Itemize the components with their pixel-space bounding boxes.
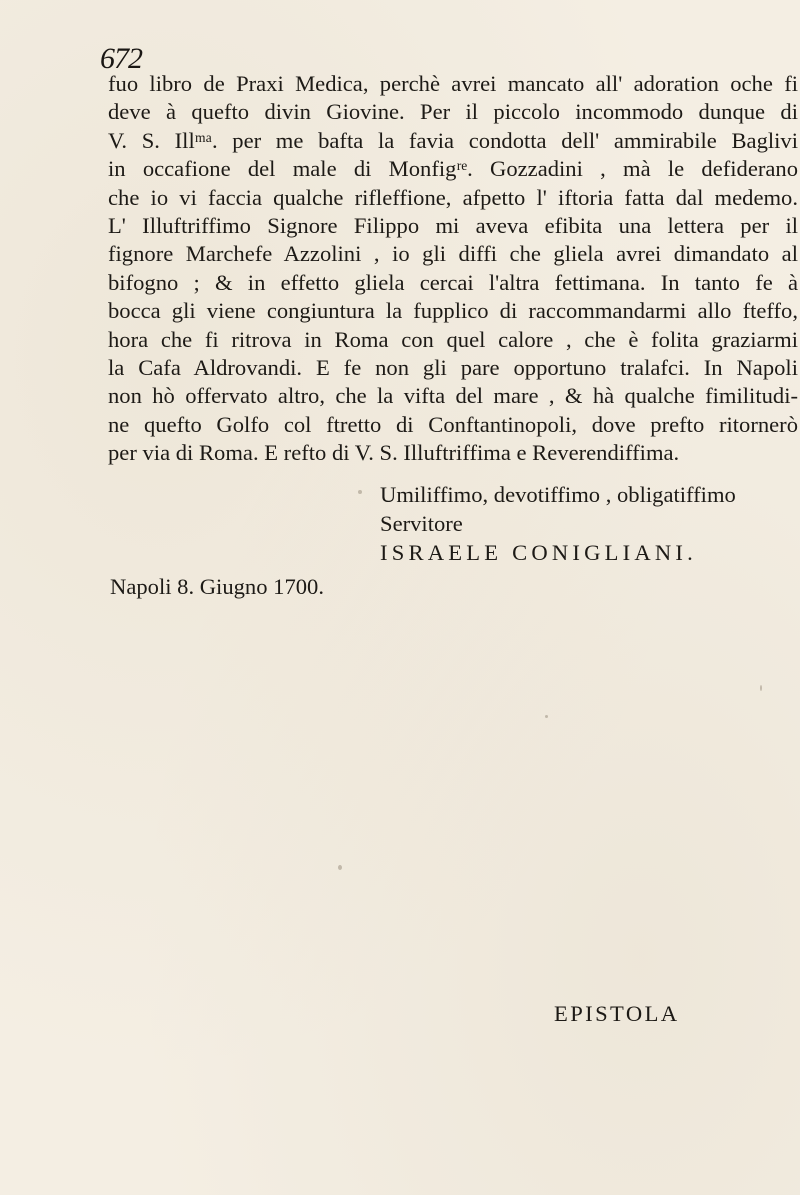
body-line-7: fignore Marchefe Azzolini , io gli diffi che gliela avrei dimandato al [108,241,798,267]
body-line-11: la Cafa Aldrovandi. E fe non gli pare opportuno tralafci. In Napoli [108,355,798,381]
body-line-13: ne quefto Golfo col ftretto di Conftantinopoli, dove prefto ritornerò [108,411,798,437]
letter-body [108,70,798,468]
paper-speck [358,490,362,494]
body-line-10: hora che fi ritrova in Roma con quel calore , che è folita graziarmi [108,326,798,352]
closing-salutation: Umiliffimo, devotiffimo , obligatiffimo [380,482,736,507]
signature: ISRAELE CONIGLIANI. [380,540,698,565]
body-line-4: in occafione del male di Monfigʳᵉ. Gozzadini , mà le defiderano [108,156,798,182]
paper-speck [338,865,342,870]
body-line-2: deve à quefto divin Giovine. Per il piccolo incommodo dunque di [108,99,798,125]
body-line-6: L' Illuftriffimo Signore Filippo mi aveva efibita una lettera per il [108,213,798,239]
dateline: Napoli 8. Giugno 1700. [110,574,325,599]
body-line-5: che io vi faccia qualche rifleffione, afpetto l' iftoria fatta dal medemo. [108,184,798,210]
body-line-12: non hò offervato altro, che la vifta del mare , & hà qualche fimilitudi- [108,383,798,409]
paper-speck [760,685,762,691]
body-line-3: V. S. Illᵐᵃ. per me bafta la favia condotta dell' ammirabile Baglivi [108,127,798,153]
body-line-9: bocca gli viene congiuntura la fupplico di raccommandarmi allo fteffo, [108,298,798,324]
body-line-8: bifogno ; & in effetto gliela cercai l'altra fettimana. In tanto fe à [108,269,798,295]
page-number: 672 [100,42,142,75]
paper-speck [545,715,548,718]
body-line-1: fuo libro de Praxi Medica, perchè avrei mancato all' adoration oche fi [108,71,798,96]
closing-servitore: Servitore [380,511,463,536]
letter-closing [380,480,800,567]
body-line-14: per via di Roma. E refto di V. S. Illuftriffima e Reverendiffima. [108,440,680,466]
paper-speck [338,430,341,433]
catchword: EPISTOLA [554,1001,680,1026]
